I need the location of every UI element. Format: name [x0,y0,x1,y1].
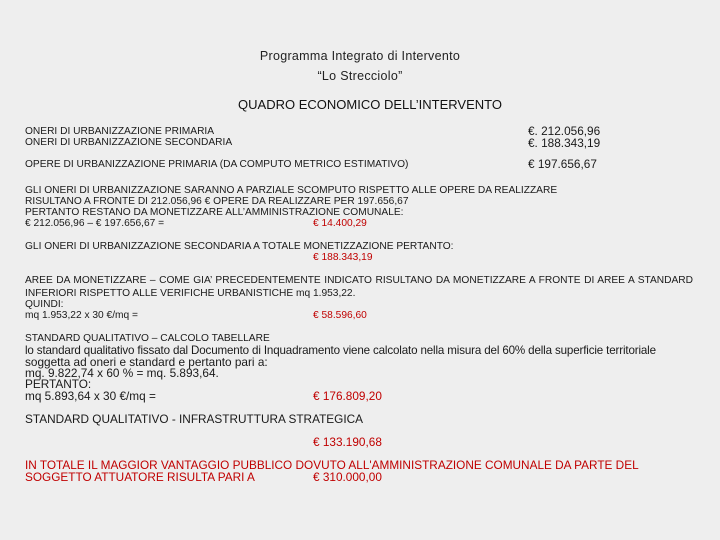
secondaria-line-1: GLI ONERI DI URBANIZZAZIONE SECONDARIA A TOTALE MONETIZZAZIONE PERTANTO: [25,241,454,252]
standard-line-1: lo standard qualitativo fissato dal Documento di Inquadramento viene calcolato nella misura del 60% della superficie territoriale [25,344,656,357]
aree-line-2: INFERIORI RISPETTO ALLE VERIFICHE URBANISTICHE mq 1.953,22. [25,288,356,299]
section-title: QUADRO ECONOMICO DELL’INTERVENTO [238,97,502,112]
title-line-2: “Lo Strecciolo” [317,69,403,83]
scomputo-line-3: PERTANTO RESTANO DA MONETIZZARE ALL’AMMINISTRAZIONE COMUNALE: [25,207,404,218]
standard-line-2: soggetta ad oneri e standard e pertanto pari a: [25,355,268,369]
opere-primaria-value: € 197.656,67 [528,157,597,171]
oneri-secondaria-value: €. 188.343,19 [528,136,601,150]
opere-primaria-label: OPERE DI URBANIZZAZIONE PRIMARIA (DA COMPUTO METRICO ESTIMATIVO) [25,159,409,170]
aree-formula: mq 1.953,22 x 30 €/mq = [25,310,138,321]
infrastruttura-heading: STANDARD QUALITATIVO - INFRASTRUTTURA STRATEGICA [25,412,363,426]
secondaria-result: € 188.343,19 [313,252,373,263]
standard-line-3: mq. 9.822,74 x 60 % = mq. 5.893,64. [25,366,219,380]
standard-heading: STANDARD QUALITATIVO – CALCOLO TABELLARE [25,333,270,344]
totale-line-1: IN TOTALE IL MAGGIOR VANTAGGIO PUBBLICO DOVUTO ALL'AMMINISTRAZIONE COMUNALE DA PARTE DEL [25,458,639,472]
aree-line-3: QUINDI: [25,299,64,310]
aree-line-1: AREE DA MONETIZZARE – COME GIA’ PRECEDENTEMENTE INDICATO RISULTANO DA MONETIZZARE A FRONTE DI AREE A STANDARD [25,275,693,286]
scomputo-result: € 14.400,29 [313,218,367,229]
scomputo-line-1: GLI ONERI DI URBANIZZAZIONE SARANNO A PARZIALE SCOMPUTO RISPETTO ALLE OPERE DA REALIZZARE [25,185,558,196]
standard-formula: mq 5.893,64 x 30 €/mq = [25,389,156,403]
scomputo-formula: € 212.056,96 – € 197.656,67 = [25,218,165,229]
title-line-1: Programma Integrato di Intervento [259,49,461,63]
oneri-primaria-value: €. 212.056,96 [528,124,601,138]
standard-line-4: PERTANTO: [25,377,92,391]
totale-amount: € 310.000,00 [313,470,382,484]
totale-line-2: SOGGETTO ATTUATORE RISULTA PARI A [25,470,255,484]
oneri-secondaria-label: ONERI DI URBANIZZAZIONE SECONDARIA [25,137,233,148]
aree-result: € 58.596,60 [313,310,367,321]
standard-result: € 176.809,20 [313,389,382,403]
infrastruttura-result: € 133.190,68 [313,435,382,449]
oneri-primaria-label: ONERI DI URBANIZZAZIONE PRIMARIA [25,126,215,137]
scomputo-line-2: RISULTANO A FRONTE DI 212.056,96 € OPERE DA REALIZZARE PER 197.656,67 [25,196,409,207]
